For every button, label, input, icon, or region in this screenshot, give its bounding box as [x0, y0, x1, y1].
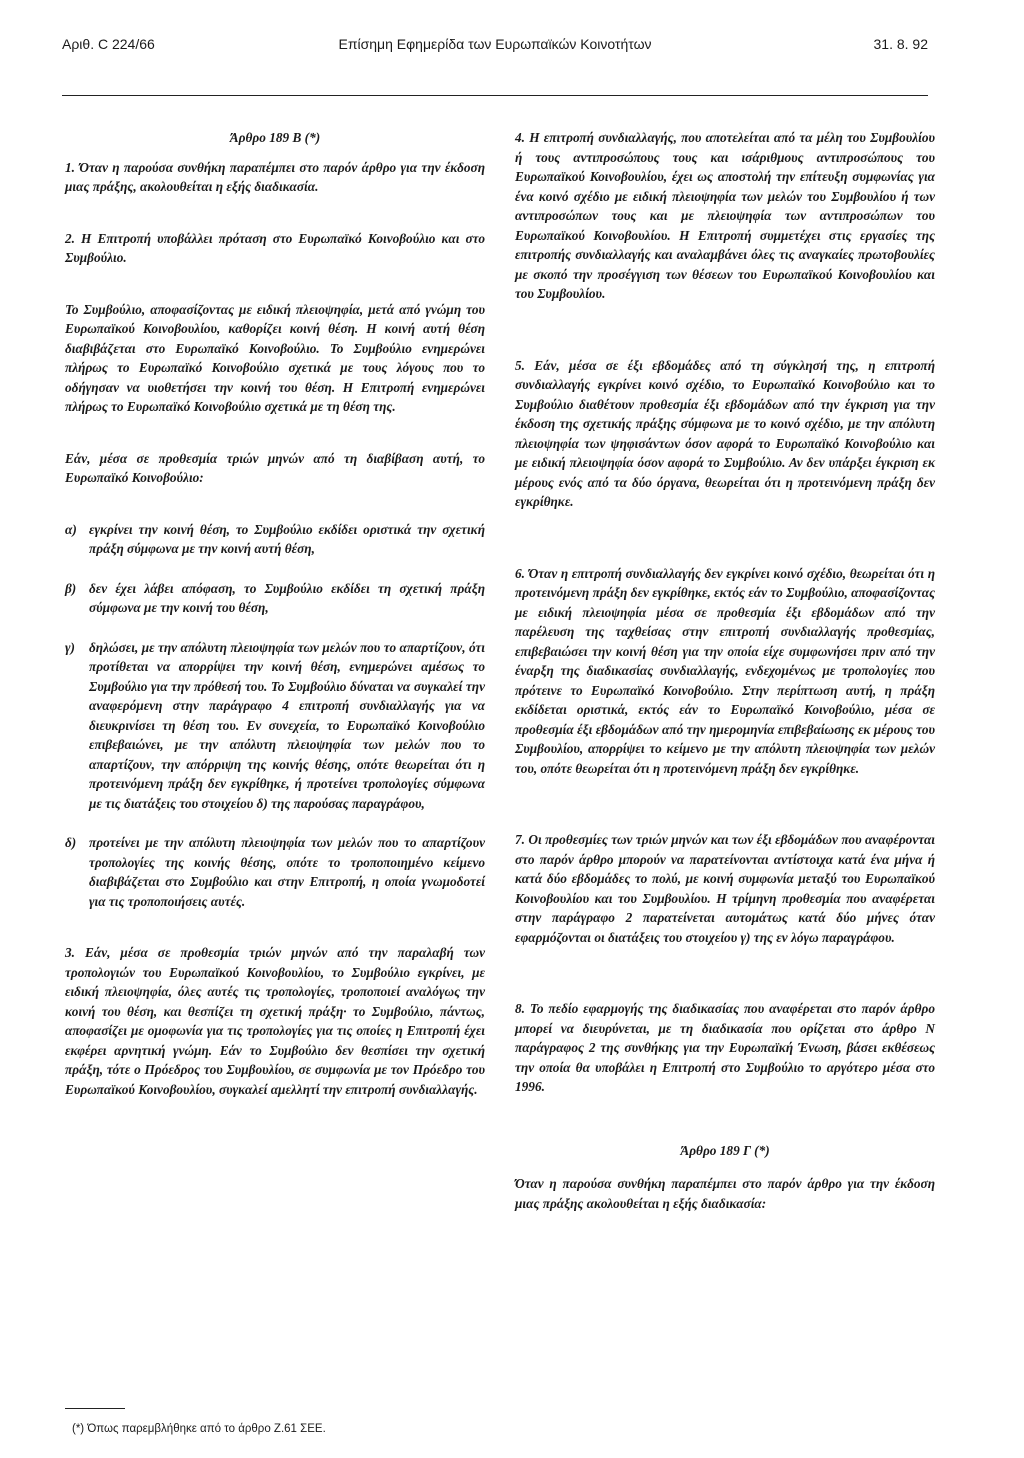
paragraph-2: 2. Η Επιτροπή υποβάλλει πρόταση στο Ευρωπαϊκό Κοινοβούλιο και στο Συμβούλιο.	[65, 230, 485, 265]
item-label: β)	[65, 580, 77, 596]
list-item-b	[65, 579, 485, 618]
journal-title: Επίσημη Εφημερίδα των Ευρωπαϊκών Κοινοτήτων	[338, 36, 652, 52]
issue-date: 31. 8. 92	[873, 36, 928, 52]
paragraph-council: Το Συμβούλιο, αποφασίζοντας με ειδική πλειοψηφία, μετά από γνώμη του Ευρωπαϊκού Κοινοβουλίου, καθορίζει κοινή θέση. Η κοινή αυτή θέση διαβιβάζεται στο Ευρωπαϊκό Κοινοβούλιο. Το Συμβούλιο ενημερώνει πλήρως το Ευρωπαϊκό Κοινοβούλιο σχετικά με τους λόγους που το οδήγησαν να υιοθετήσει την κοινή του θέση. Η Επιτροπή ενημερώνει πλήρως το Ευρωπαϊκό Κοινοβούλιο σχετικά με τη θέση της.	[65, 301, 485, 414]
paragraph-5: 5. Εάν, μέσα σε έξι εβδομάδες από τη σύγκλησή της, η επιτροπή συνδιαλλαγής εγκρίνει κοινό σχέδιο, το Ευρωπαϊκό Κοινοβούλιο και το Συμβούλιο διαθέτουν προθεσμία έξι εβδομάδων από την έγκριση για την έκδοση της σχετικής πράξης σύμφωνα με το κοινό σχέδιο, με την απόλυτη πλειοψηφία των ψηφισάντων όσον αφορά το Ευρωπαϊκό Κοινοβούλιο και με ειδική πλειοψηφία όσον αφορά το Συμβούλιο. Αν δεν υπάρξει έγκριση εκ μέρους ενός από τα δύο όργανα, θεωρείται ότι η προτεινόμενη πράξη δεν εγκρίθηκε.	[515, 357, 935, 509]
header-rule	[62, 95, 928, 96]
footnote: (*) Όπως παρεμβλήθηκε από το άρθρο Ζ.61 ΣΕΕ.	[72, 1423, 326, 1435]
paragraph-if: Εάν, μέσα σε προθεσμία τριών μηνών από τη διαβίβαση αυτή, το Ευρωπαϊκό Κοινοβούλιο:	[65, 450, 485, 485]
item-text: δεν έχει λάβει απόφαση, το Συμβούλιο εκδίδει τη σχετική πράξη σύμφωνα με την κοινή του θέση,	[89, 580, 485, 615]
list-item-d	[65, 833, 485, 911]
paragraph-6: 6. Όταν η επιτροπή συνδιαλλαγής δεν εγκρίνει κοινό σχέδιο, θεωρείται ότι η προτεινόμενη πράξη δεν εγκρίθηκε, εκτός εάν το Συμβούλιο, αποφασίζοντας με ειδική πλειοψηφία μέσα σε προθεσμία έξι εβδομάδων από την παρέλευση της ταχθείσας στην επιτροπή συνδιαλλαγής προθεσμίας, επιβεβαιώσει την κοινή θέση για την οποία είχε συμφωνήσει πριν από την έναρξη της διαδικασίας συνδιαλλαγής, ενδεχομένως με τροπολογίες που πρότεινε το Ευρωπαϊκό Κοινοβούλιο. Στην περίπτωση αυτή, η πράξη εκδίδεται οριστικά, εκτός εάν το Ευρωπαϊκό Κοινοβούλιο, μέσα σε προθεσμία έξι εβδομάδων από την ημερομηνία επιβεβαίωσης εκ μέρους του Συμβουλίου, απορρίψει το κείμενο με την απόλυτη πλειοψηφία των μελών του, οπότε θεωρείται ότι η προτεινόμενη πράξη δεν εγκρίθηκε.	[515, 565, 935, 776]
item-label: δ)	[65, 835, 77, 850]
item-text: δηλώσει, με την απόλυτη πλειοψηφία των μελών που το απαρτίζουν, ότι προτίθεται να απορρίψει την κοινή θέση, ενημερώνει αμέσως το Συμβούλιο για την πρόθεσή του. Το Συμβούλιο δύναται να συγκαλεί την αναφερόμενη στην παράγραφο 4 επιτροπή συνδιαλλαγής για να διευκρινίσει τη θέση του. Εν συνεχεία, το Ευρωπαϊκό Κοινοβούλιο επιβεβαιώνει, με την απόλυτη πλειοψηφία των μελών που το απαρτίζουν, την απόρριψη της κοινής θέσης, οπότε θεωρείται ότι η προτεινόμενη πράξη δεν εγκρίθηκε, ή προτείνει τροπολογίες σύμφωνα με τις διατάξεις του στοιχείου δ) της παρούσας παραγράφου,	[89, 639, 485, 811]
list-item-c	[65, 638, 485, 814]
paragraph-4: 4. Η επιτροπή συνδιαλλαγής, που αποτελείται από τα μέλη του Συμβουλίου ή τους αντιπροσώπους τους και ισάριθμους αντιπροσώπους του Ευρωπαϊκού Κοινοβουλίου, έχει ως αποστολή την επίτευξη συμφωνίας για ένα κοινό σχέδιο με ειδική πλειοψηφία των μελών του Συμβουλίου ή των αντιπροσώπων τους και με πλειοψηφία των αντιπροσώπων του Ευρωπαϊκού Κοινοβουλίου. Η Επιτροπή συμμετέχει στις εργασίες της επιτροπής συνδιαλλαγής και αναλαμβάνει όλες τις αναγκαίες πρωτοβουλίες με σκοπό την προσέγγιση των θέσεων του Ευρωπαϊκού Κοινοβουλίου και του Συμβουλίου.	[515, 130, 935, 301]
list-item-a	[65, 520, 485, 559]
item-text: εγκρίνει την κοινή θέση, το Συμβούλιο εκδίδει οριστικά την σχετική πράξη σύμφωνα με την κοινή αυτή θέση,	[89, 521, 485, 556]
article-heading: Άρθρο 189 Β (*)	[229, 130, 321, 145]
right-column	[515, 128, 935, 1213]
footnote-rule	[65, 1408, 125, 1409]
article-heading-2: Άρθρο 189 Γ (*)	[680, 1142, 770, 1158]
paragraph-1: 1. Όταν η παρούσα συνθήκη παραπέμπει στο παρόν άρθρο για την έκδοση μιας πράξης, ακολουθείται η εξής διαδικασία.	[65, 159, 485, 194]
item-text: προτείνει με την απόλυτη πλειοψηφία των μελών που το απαρτίζουν τροπολογίες της κοινής θέσης, οπότε το τροποποιημένο κείμενο διαβιβάζεται στο Συμβούλιο και στην Επιτροπή, η οποία γνωμοδοτεί για τις τροποποιήσεις αυτές.	[89, 835, 485, 909]
left-column	[65, 128, 485, 1099]
paragraph-3: 3. Εάν, μέσα σε προθεσμία τριών μηνών από την παραλαβή των τροπολογιών του Ευρωπαϊκού Κοινοβουλίου, το Συμβούλιο εγκρίνει, με ειδική πλειοψηφία, όλες αυτές τις τροπολογίες, τροποποιεί αναλόγως την κοινή του θέση, και θεσπίζει τη σχετική πράξη· το Συμβούλιο, πάντως, αποφασίζει με ομοφωνία για τις τροπολογίες για τις οποίες η Επιτροπή έχει εκφέρει αρνητική γνώμη. Εάν το Συμβούλιο δεν θεσπίσει την σχετική πράξη, τότε ο Πρόεδρος του Συμβουλίου, σε συμφωνία με τον Πρόεδρο του Ευρωπαϊκού Κοινοβουλίου, συγκαλεί αμελλητί την επιτροπή συνδιαλλαγής.	[65, 945, 485, 1097]
item-label: γ)	[65, 639, 75, 655]
paragraph-7: 7. Οι προθεσμίες των τριών μηνών και των έξι εβδομάδων που αναφέρονται στο παρόν άρθρο μπορούν να παρατείνονται αντίστοιχα κατά ένα μήνα ή κατά δύο εβδομάδες το πολύ, με κοινή συμφωνία μεταξύ του Ευρωπαϊκού Κοινοβουλίου και του Συμβουλίου. Η τρίμηνη προθεσμία που αναφέρεται στην παράγραφο 2 παρατείνεται αυτομάτως κατά δύο μήνες όταν εφαρμόζονται οι διατάξεις του στοιχείου γ) της εν λόγω παραγράφου.	[515, 832, 935, 945]
paragraph-intro: Όταν η παρούσα συνθήκη παραπέμπει στο παρόν άρθρο για την έκδοση μιας πράξης ακολουθείται η εξής διαδικασία:	[515, 1176, 935, 1211]
paragraph-8: 8. Το πεδίο εφαρμογής της διαδικασίας που αναφέρεται στο παρόν άρθρο μπορεί να διευρύνεται, με τη διαδικασία που ορίζεται στο άρθρο Ν παράγραφος 2 της συνθήκης για την Ευρωπαϊκή Ένωση, βάσει εκθέσεως την οποία θα υποβάλει η Επιτροπή στο Συμβούλιο το αργότερο μέσα στο 1996.	[515, 1001, 935, 1094]
page-header	[62, 36, 928, 60]
item-label: α)	[65, 521, 77, 537]
issue-number: Αριθ. C 224/66	[62, 36, 155, 52]
